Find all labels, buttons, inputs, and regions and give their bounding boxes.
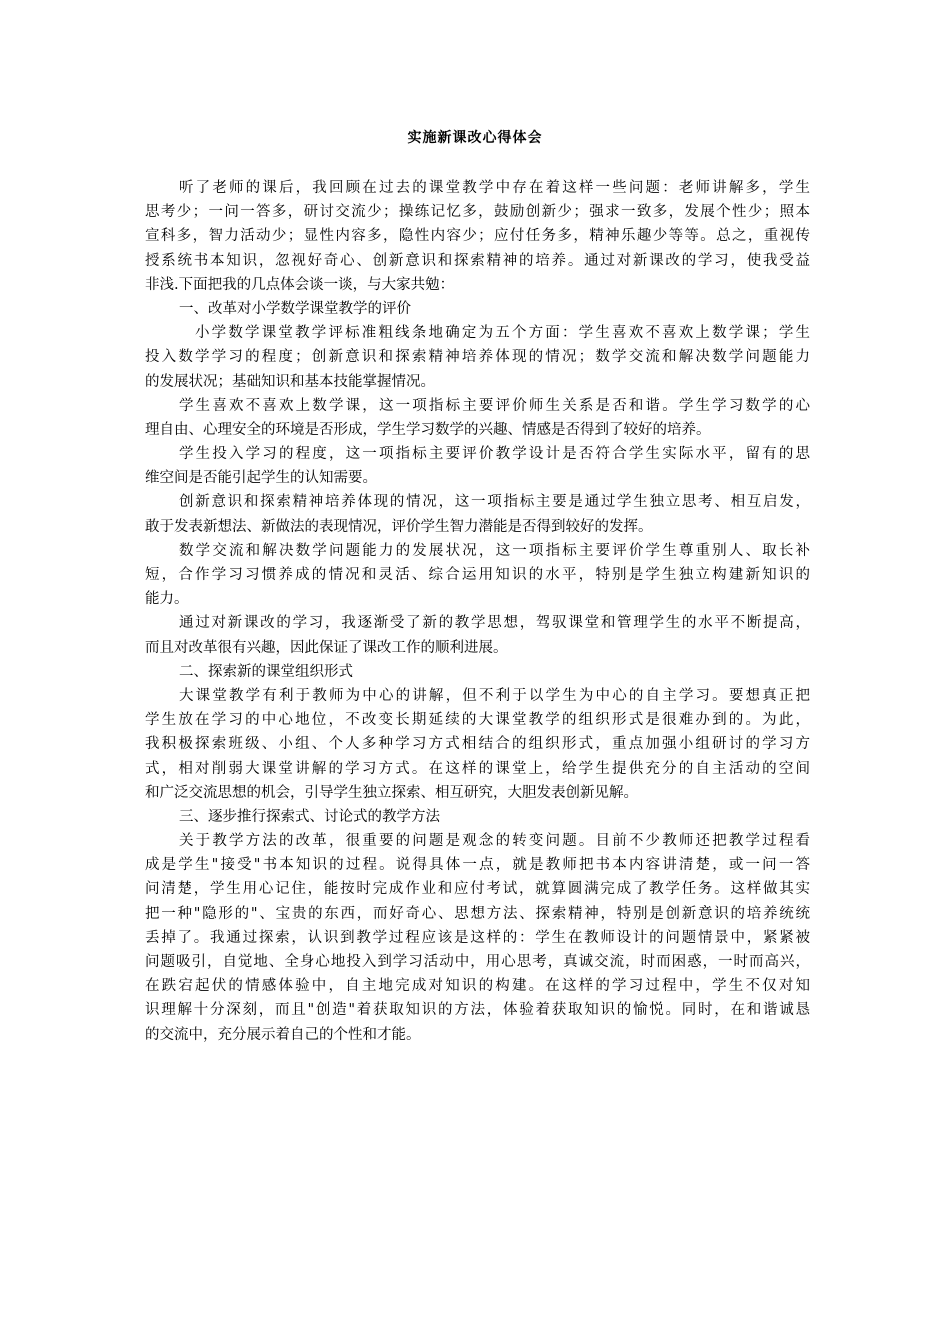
paragraph-line: 一、改革对小学数学课堂教学的评价	[179, 300, 411, 317]
paragraph-line: 的交流中，充分展示着自己的个性和才能。	[145, 1026, 421, 1043]
paragraph-line: 成是学生"接受"书本知识的过程。说得具体一点，就是教师把书本内容讲清楚，或一问一答	[145, 857, 810, 874]
paragraph-line: 大课堂教学有利于教师为中心的讲解，但不利于以学生为中心的自主学习。要想真正把	[179, 687, 810, 704]
paragraph-line: 丢掉了。我通过探索，认识到教学过程应该是这样的：学生在教师设计的问题情景中，紧紧被	[145, 929, 810, 946]
paragraph-line: 授系统书本知识，忽视好奇心、创新意识和探索精神的培养。通过对新课改的学习，使我受益	[145, 252, 810, 269]
paragraph-line: 投入数学学习的程度；创新意识和探索精神培养体现的情况；数学交流和解决数学问题能力	[145, 349, 810, 366]
paragraph-line: 思考少；一问一答多，研讨交流少；操练记忆多，鼓励创新少；强求一致多，发展个性少；照本	[145, 204, 810, 221]
paragraph-line: 敢于发表新想法、新做法的表现情况，评价学生智力潜能是否得到较好的发挥。	[145, 518, 653, 535]
paragraph-line: 和广泛交流思想的机会，引导学生独立探索、相互研究，大胆发表创新见解。	[145, 784, 638, 801]
paragraph-line: 学生放在学习的中心地位，不改变长期延续的大课堂教学的组织形式是很难办到的。为此，	[145, 712, 810, 729]
paragraph-line: 的发展状况；基础知识和基本技能掌握情况。	[145, 373, 435, 390]
paragraph-line: 听了老师的课后，我回顾在过去的课堂教学中存在着这样一些问题：老师讲解多，学生	[179, 180, 810, 196]
document-title: 实施新课改心得体会	[407, 130, 543, 146]
paragraph-line: 问清楚，学生用心记住，能按时完成作业和应付考试，就算圆满完成了教学任务。这样做其实	[145, 881, 810, 898]
paragraph-line: 小学数学课堂教学评标准粗线条地确定为五个方面：学生喜欢不喜欢上数学课；学生	[195, 325, 810, 342]
paragraph-line: 我积极探索班级、小组、个人多种学习方式相结合的组织形式，重点加强小组研讨的学习方	[145, 736, 810, 753]
paragraph-line: 创新意识和探索精神培养体现的情况，这一项指标主要是通过学生独立思考、相互启发，	[179, 494, 810, 511]
paragraph-line: 把一种"隐形的"、宝贵的东西，而好奇心、思想方法、探索精神，特别是创新意识的培养统统	[145, 905, 810, 922]
paragraph-line: 宣科多，智力活动少；显性内容多，隐性内容少；应付任务多，精神乐趣少等等。总之，重视传	[145, 228, 810, 245]
paragraph-line: 学生投入学习的程度，这一项指标主要评价教学设计是否符合学生实际水平，留有的思	[179, 446, 810, 463]
paragraph-line: 三、逐步推行探索式、讨论式的教学方法	[179, 808, 440, 825]
paragraph-line: 通过对新课改的学习，我逐渐受了新的教学思想，驾驭课堂和管理学生的水平不断提高，	[179, 615, 810, 632]
paragraph-line: 理自由、心理安全的环境是否形成，学生学习数学的兴趣、情感是否得到了较好的培养。	[145, 421, 711, 438]
paragraph-line: 非浅.下面把我的几点体会谈一谈，与大家共勉：	[145, 276, 455, 293]
paragraph-line: 识理解十分深刻，而且"创造"着获取知识的方法，体验着获取知识的愉悦。同时，在和谐诚恳	[145, 1002, 810, 1019]
paragraph-line: 问题吸引，自觉地、全身心地投入到学习活动中，用心思考，真诚交流，时而困惑，一时而高兴，	[145, 954, 810, 970]
paragraph-line: 二、探索新的课堂组织形式	[179, 663, 353, 680]
paragraph-line: 数学交流和解决数学问题能力的发展状况，这一项指标主要评价学生尊重别人、取长补	[179, 542, 810, 559]
paragraph-line: 能力。	[145, 591, 189, 608]
paragraph-line: 维空间是否能引起学生的认知需要。	[145, 470, 377, 487]
paragraph-line: 在跌宕起伏的情感体验中，自主地完成对知识的构建。在这样的学习过程中，学生不仅对知	[145, 978, 810, 995]
paragraph-line: 学生喜欢不喜欢上数学课，这一项指标主要评价师生关系是否和谐。学生学习数学的心	[179, 397, 810, 414]
paragraph-line: 式，相对削弱大课堂讲解的学习方式。在这样的课堂上，给学生提供充分的自主活动的空间	[145, 760, 810, 777]
paragraph-line: 短，合作学习习惯养成的情况和灵活、综合运用知识的水平，特别是学生独立构建新知识的	[145, 567, 810, 583]
paragraph-line: 而且对改革很有兴趣，因此保证了课改工作的顺利进展。	[145, 639, 508, 656]
paragraph-line: 关于教学方法的改革，很重要的问题是观念的转变问题。目前不少教师还把教学过程看	[179, 833, 810, 850]
document-body	[145, 176, 810, 1047]
